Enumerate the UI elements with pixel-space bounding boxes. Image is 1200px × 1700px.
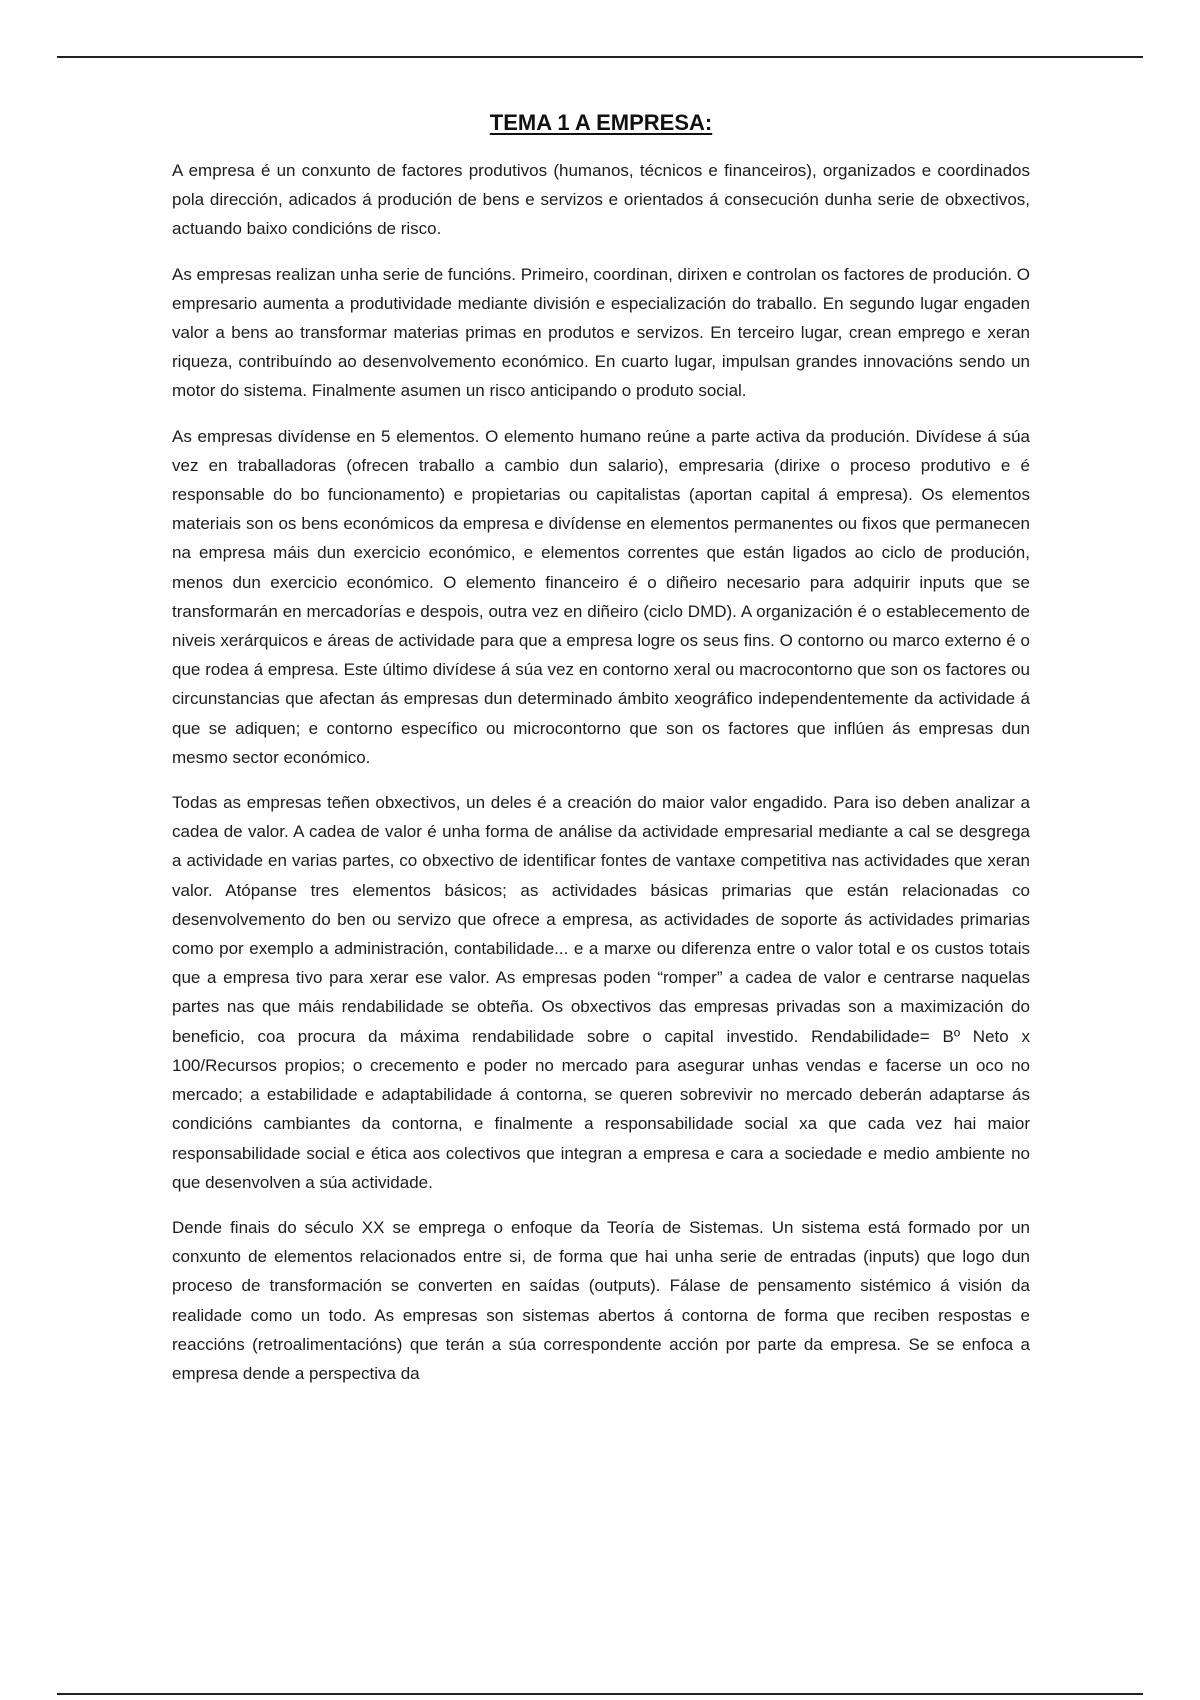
paragraph-definition: A empresa é un conxunto de factores produtivos (humanos, técnicos e financeiros), organizados e coordinados pola dirección, adicados á produción de bens e servizos e orientados á consecución dunha serie de obxectivos, actuando baixo condicións de risco. bbox=[172, 161, 1030, 239]
paragraph-systems-theory: Dende finais do século XX se emprega o enfoque da Teoría de Sistemas. Un sistema está formado por un conxunto de elementos relacionados entre si, de forma que hai unha serie de entradas (inputs) que logo dun proceso de transformación se converten en saídas (outputs). Fálase de pensamento sistémico á visión da realidade como un todo. As empresas son sistemas abertos á contorna de forma que reciben respostas e reaccións (retroalimentacións) que terán a súa correspondente acción por parte da empresa. Se se enfoca a empresa dende a perspectiva da bbox=[172, 1217, 1030, 1383]
top-rule bbox=[57, 56, 1143, 58]
document-page bbox=[172, 110, 1030, 1404]
paragraph-objectives: Todas as empresas teñen obxectivos, un deles é a creación do maior valor engadido. Para iso deben analizar a cadea de valor. A cadea de valor é unha forma de análise da actividade empresarial mediante a cal se desgrega a actividade en varias partes, co obxectivo de identificar fontes de vantaxe competitiva nas actividades que xeran valor. Atópanse tres elementos básicos; as actividades básicas primarias que están relacionadas co desenvolvemento do ben ou servizo que ofrece a empresa, as actividades de soporte ás actividades primarias como por exemplo a administración, contabilidade... e a marxe ou diferenza entre o valor total e os custos totais que a empresa tivo para xerar ese valor. As empresas poden “romper” a cadea de valor e centrarse naquelas partes nas que máis rendabilidade se obteña. Os obxectivos das empresas privadas son a maximización do beneficio, coa procura da máxima rendabilidade sobre o capital investido. Rendabilidade= Bº Neto x 100/Recursos propios; o crecemento e poder no mercado para asegurar unhas vendas e facerse un oco no mercado; a estabilidade e adaptabilidade á contorna, se queren sobrevivir no mercado deberán adaptarse ás condicións cambiantes da contorna, e finalmente a responsabilidade social xa que cada vez hai maior responsabilidade social e ética aos colectivos que integran a empresa e cara a sociedade e medio ambiente no que desenvolven a súa actividade. bbox=[172, 793, 1030, 1192]
document-title: TEMA 1 A EMPRESA: bbox=[489, 110, 713, 135]
paragraph-elements: As empresas divídense en 5 elementos. O elemento humano reúne a parte activa da produción. Divídese á súa vez en traballadoras (ofrecen traballo a cambio dun salario), empresaria (dirixe o proceso produtivo e é responsable do bo funcionamento) e propietarias ou capitalistas (aportan capital á empresa). Os elementos materiais son os bens económicos da empresa e divídense en elementos permanentes ou fixos que permanecen na empresa máis dun exercicio económico, e elementos correntes que están ligados ao ciclo de produción, menos dun exercicio económico. O elemento financeiro é o diñeiro necesario para adquirir inputs que se transformarán en mercadorías e despois, outra vez en diñeiro (ciclo DMD). A organización é o establecemento de niveis xerárquicos e áreas de actividade para que a empresa logre os seus fins. O contorno ou marco externo é o que rodea á empresa. Este último divídese á súa vez en contorno xeral ou macrocontorno que son os factores ou circunstancias que afectan ás empresas dun determinado ámbito xeográfico independentemente da actividade á que se adiquen; e contorno específico ou microcontorno que son os factores que inflúen ás empresas dun mesmo sector económico. bbox=[172, 426, 1030, 767]
paragraph-functions: As empresas realizan unha serie de funcións. Primeiro, coordinan, dirixen e controlan os factores de produción. O empresario aumenta a produtividade mediante división e especialización do traballo. En segundo lugar engaden valor a bens ao transformar materias primas en produtos e servizos. En terceiro lugar, crean emprego e xeran riqueza, contribuíndo ao desenvolvemento económico. En cuarto lugar, impulsan grandes innovacións sendo un motor do sistema. Finalmente asumen un risco anticipando o produto social. bbox=[172, 264, 1031, 401]
bottom-rule bbox=[57, 1693, 1143, 1695]
